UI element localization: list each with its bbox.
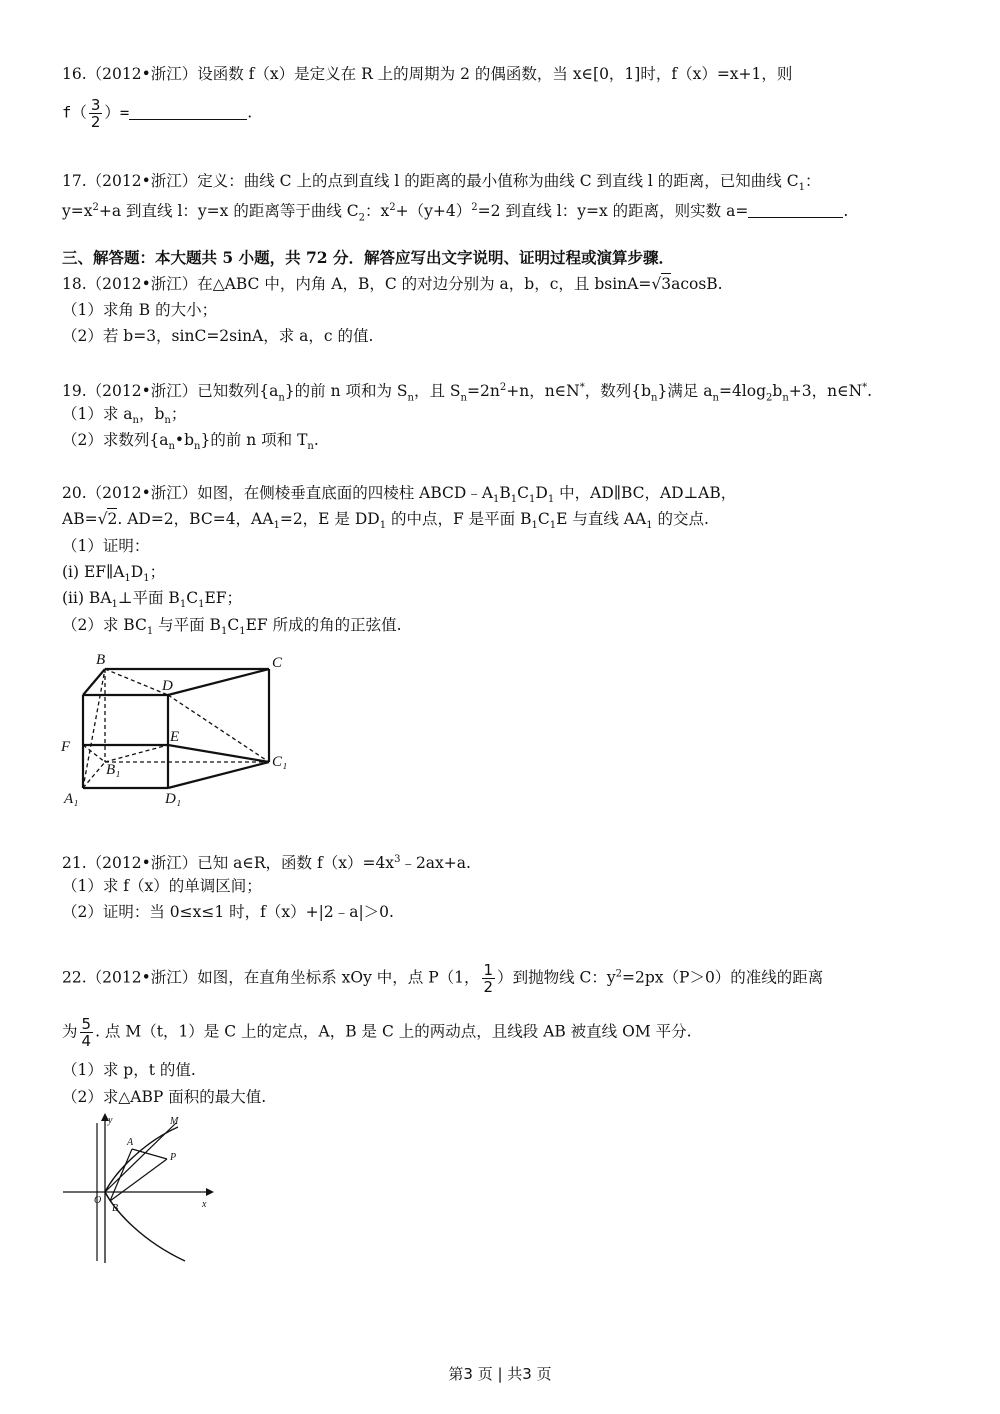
page-footer: 第3 页 | 共3 页 [448,1365,552,1383]
q20-part1-ii: (ⅱ) $BA_1\perp$平面 $B_1C_1EF$； [62,589,243,611]
q22-part1: （1）求 p，t 的值. [62,1061,196,1079]
q17-line2: $y=x^2+a$ 到直线 l：y=x 的距离等于曲线 $C_2$：$x^2+(y+4)^2=2$ 到直线 l：y=x 的距离，则实数 a= . [62,202,849,224]
fraction-3-2: $\frac{3}{2}$ [90,96,101,131]
answer-blank [748,203,843,218]
edge-fa [83,669,105,695]
section-heading: 三、解答题：本大题共 5 小题，共 72 分．解答应写出文字说明、证明过程或演算步骤． [62,248,674,267]
label-a: A [127,1137,134,1148]
label-d1: D₁ [165,791,182,807]
q20-line1: 20.（2012•浙江）如图，在侧棱垂直底面的四棱柱 $ABCD﹣A_1B_1C_1D_1$ 中，AD∥BC，AD⊥AB， [62,484,737,506]
q16-line1: 16.（2012•浙江）设函数 f（x）是定义在 R 上的周期为 2 的偶函数，当 x∈[0，1]时，f（x）=x+1，则 [62,65,793,83]
label-d: D [162,678,173,694]
label-b: B [112,1203,119,1214]
edge-d1c1 [168,762,269,788]
hidden-edge-a1b [83,669,105,788]
line-om [105,1123,176,1192]
label-p: P [170,1152,177,1163]
q22-part2: （2）求△ABP 面积的最大值. [62,1088,267,1106]
q20-line2: AB=√2. AD=2，BC=4，$AA_1=2$，E 是 $DD_1$ 的中点，F 是平面 $B_1C_1E$ 与直线 $AA_1$ 的交点. [62,510,709,532]
label-b1: B₁ [106,762,121,778]
answer-blank [129,105,247,120]
prism-figure [58,650,298,810]
fraction-5-4: $\frac{5}{4}$ [81,1015,92,1050]
q20-part1: （1）证明： [62,537,150,555]
sqrt-3: √3 [651,275,672,293]
label-o: O [94,1195,102,1206]
label-y: y [108,1115,113,1126]
q17-line1: 17.（2012•浙江）定义：曲线 C 上的点到直线 l 的距离的最小值称为曲线 C 到直线 l 的距离，已知曲线 $C_1$： [62,172,821,194]
hidden-edge-a1b1 [83,762,105,788]
q18-part2: （2）若 b=3，sinC=2sinA，求 a，c 的值. [62,327,374,345]
hidden-edge-b1e [105,745,168,762]
label-c: C [272,655,283,671]
hidden-edge-fb1 [83,745,105,762]
parabola-curve [105,1127,185,1261]
q22-line1: 22.（2012•浙江）如图，在直角坐标系 xOy 中，点 P（1， $\frac{1}{2}$ ）到抛物线 C：$y^2=2px(P>0)$的准线的距离 [62,961,824,996]
q21-part2: （2）证明：当 0≤x≤1 时，f（x）+|2﹣a|＞0. [62,903,394,921]
q16-line2: f（ $\frac{3}{2}$ ）= . [62,96,253,131]
q20-part2: （2）求 $BC_1$ 与平面 $B_1C_1EF$ 所成的角的正弦值. [62,616,402,638]
q18-part1: （1）求角 B 的大小； [62,301,218,319]
q21-line1: 21.（2012•浙江）已知 a∈R，函数 $f(x)=4x^3﹣2ax+a$. [62,854,471,873]
label-e: E [170,729,180,745]
label-m: M [170,1116,179,1127]
x-axis-arrow [206,1188,214,1196]
label-x: x [202,1199,207,1210]
q20-part1-i: (ⅰ) $EF\parallel A_1D_1$； [62,563,166,585]
edge-dc [168,669,269,695]
label-f: F [61,739,71,755]
q19-part1: （1）求 $a_n$，$b_n$； [62,405,187,427]
parabola-figure [60,1113,220,1268]
edge-ec1 [168,745,269,762]
q19-part2: （2）求数列$\{a_n•b_n\}$的前 n 项和 $T_n$. [62,431,319,453]
q22-line2: 为 $\frac{5}{4}$ . 点 M（t，1）是 C 上的定点，A，B 是 C 上的两动点，且线段 AB 被直线 OM 平分. [62,1015,692,1050]
sqrt-2: √2 [97,510,118,528]
label-c1: C₁ [272,754,288,770]
q21-part1: （1）求 f（x）的单调区间； [62,877,262,895]
label-a1: A₁ [64,791,79,807]
fraction-1-2: $\frac{1}{2}$ [483,961,494,996]
hidden-edge-dc1 [168,695,269,762]
hidden-edge-bd [105,669,168,695]
q18-line1: 18.（2012•浙江）在△ABC 中，内角 A，B，C 的对边分别为 a，b，c，且 bsinA=√3acosB. [62,275,723,293]
q19-line1: 19.（2012•浙江）已知数列$\{a_n\}$的前 n 项和为 $S_n$，且 $S_n=2n^2+n$，n∈N*，数列$\{b_n\}$满足 $a_n=4\log_2b_n+3$，n∈N*. [62,382,873,404]
label-b: B [96,652,106,668]
